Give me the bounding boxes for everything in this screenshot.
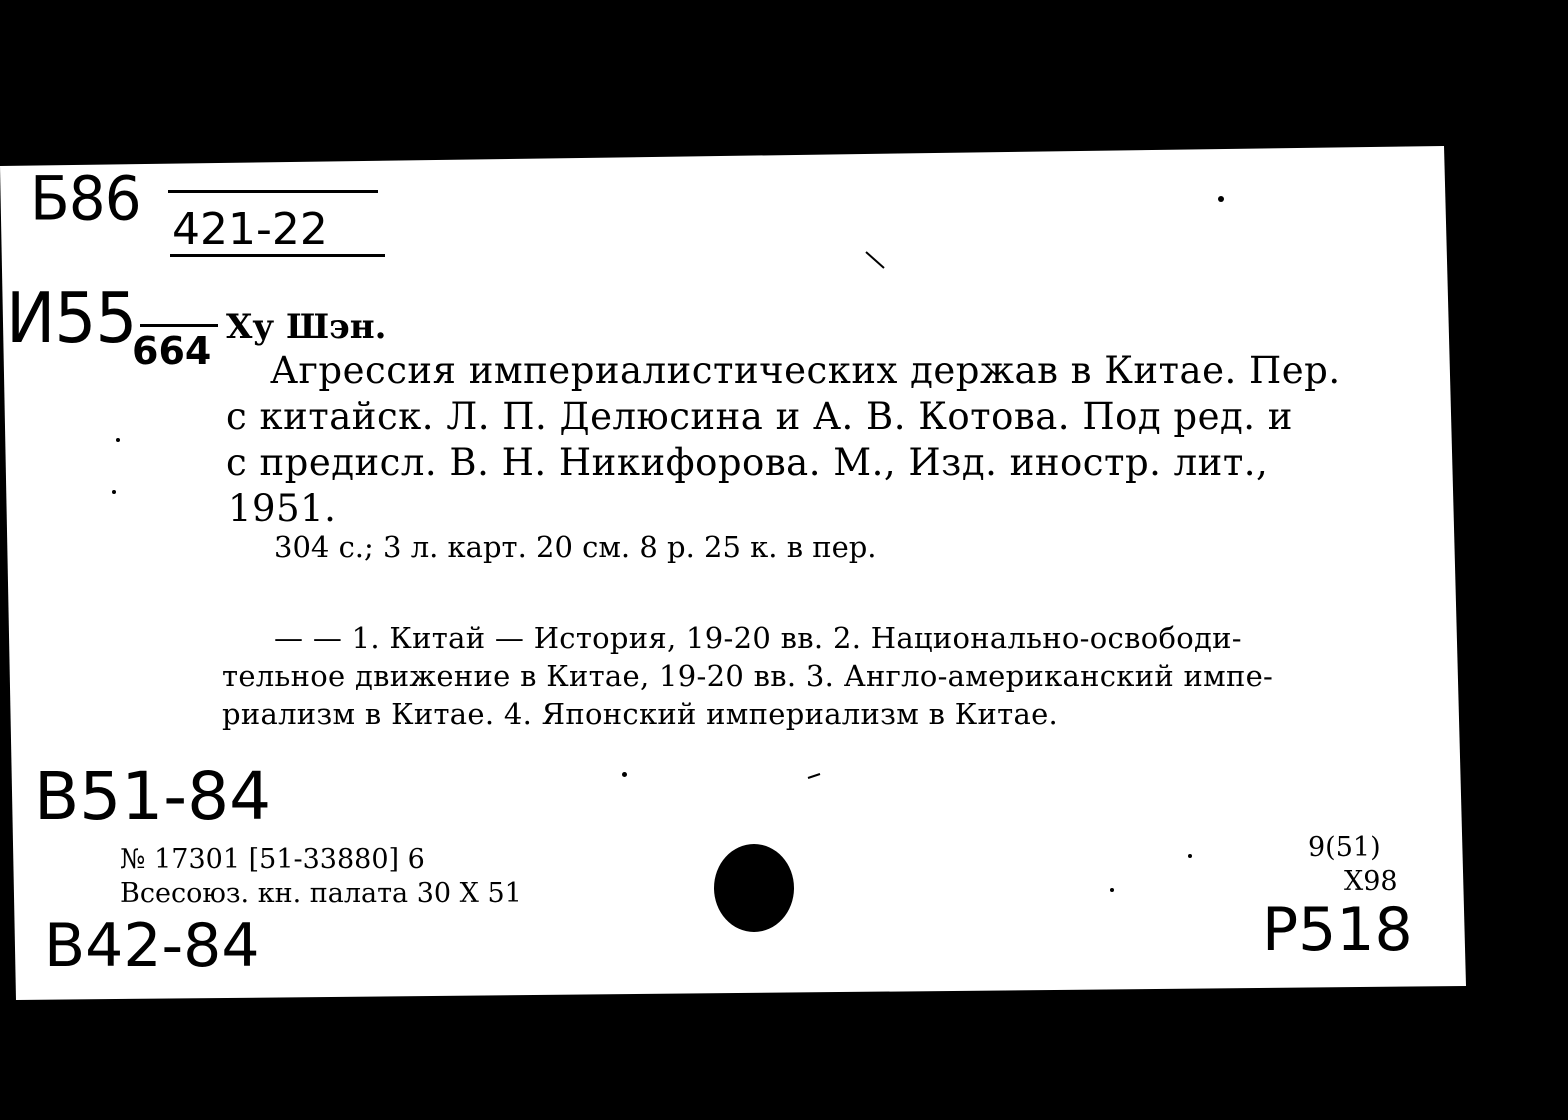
handwritten-code: Р518: [1262, 895, 1413, 965]
author-mark: Х98: [1344, 866, 1398, 897]
subjects-line-1: — — 1. Китай — История, 19-20 вв. 2. Национально-освободи-: [274, 621, 1242, 655]
speck: [1188, 854, 1192, 858]
subjects-line-2: тельное движение в Китае, 19-20 вв. 3. Англо-американский импе-: [222, 659, 1274, 693]
title-line-2: с китайск. Л. П. Делюсина и А. В. Котова. Под ред. и: [226, 395, 1293, 438]
classification-number: 9(51): [1308, 832, 1381, 863]
cutter-number: 664: [132, 329, 212, 373]
cutter-letters: И55: [6, 277, 137, 359]
imprint-line: с предисл. В. Н. Никифорова. М., Изд. иностр. лит.,: [226, 441, 1269, 484]
imprint-year: 1951.: [228, 487, 337, 530]
handwritten-accession-2: В42-84: [44, 911, 260, 981]
title-line-1: Агрессия империалистических держав в Китае. Пер.: [270, 349, 1341, 392]
author-heading: Ху Шэн.: [226, 307, 387, 347]
cutter-fraction-bar: [140, 324, 218, 327]
punch-hole: [714, 844, 794, 932]
collation-line: 304 с.; 3 л. карт. 20 см. 8 р. 25 к. в пер.: [274, 530, 877, 564]
record-number: № 17301 [51-33880] 6: [120, 844, 425, 875]
speck: [622, 772, 627, 777]
shelfmark-prefix: Б86: [30, 162, 141, 235]
shelfmark-fraction-top: 421-22: [172, 204, 328, 255]
book-chamber-line: Всесоюз. кн. палата 30 X 51: [120, 878, 522, 909]
handwritten-accession-1: В51-84: [34, 758, 272, 835]
shelfmark-fraction-bar: [168, 190, 378, 193]
speck: [1110, 888, 1114, 892]
speck: [1218, 196, 1224, 202]
shelfmark-underline: [170, 254, 385, 257]
speck: [116, 438, 120, 442]
subjects-line-3: риализм в Китае. 4. Японский империализм в Китае.: [222, 697, 1059, 731]
speck: [112, 490, 116, 494]
